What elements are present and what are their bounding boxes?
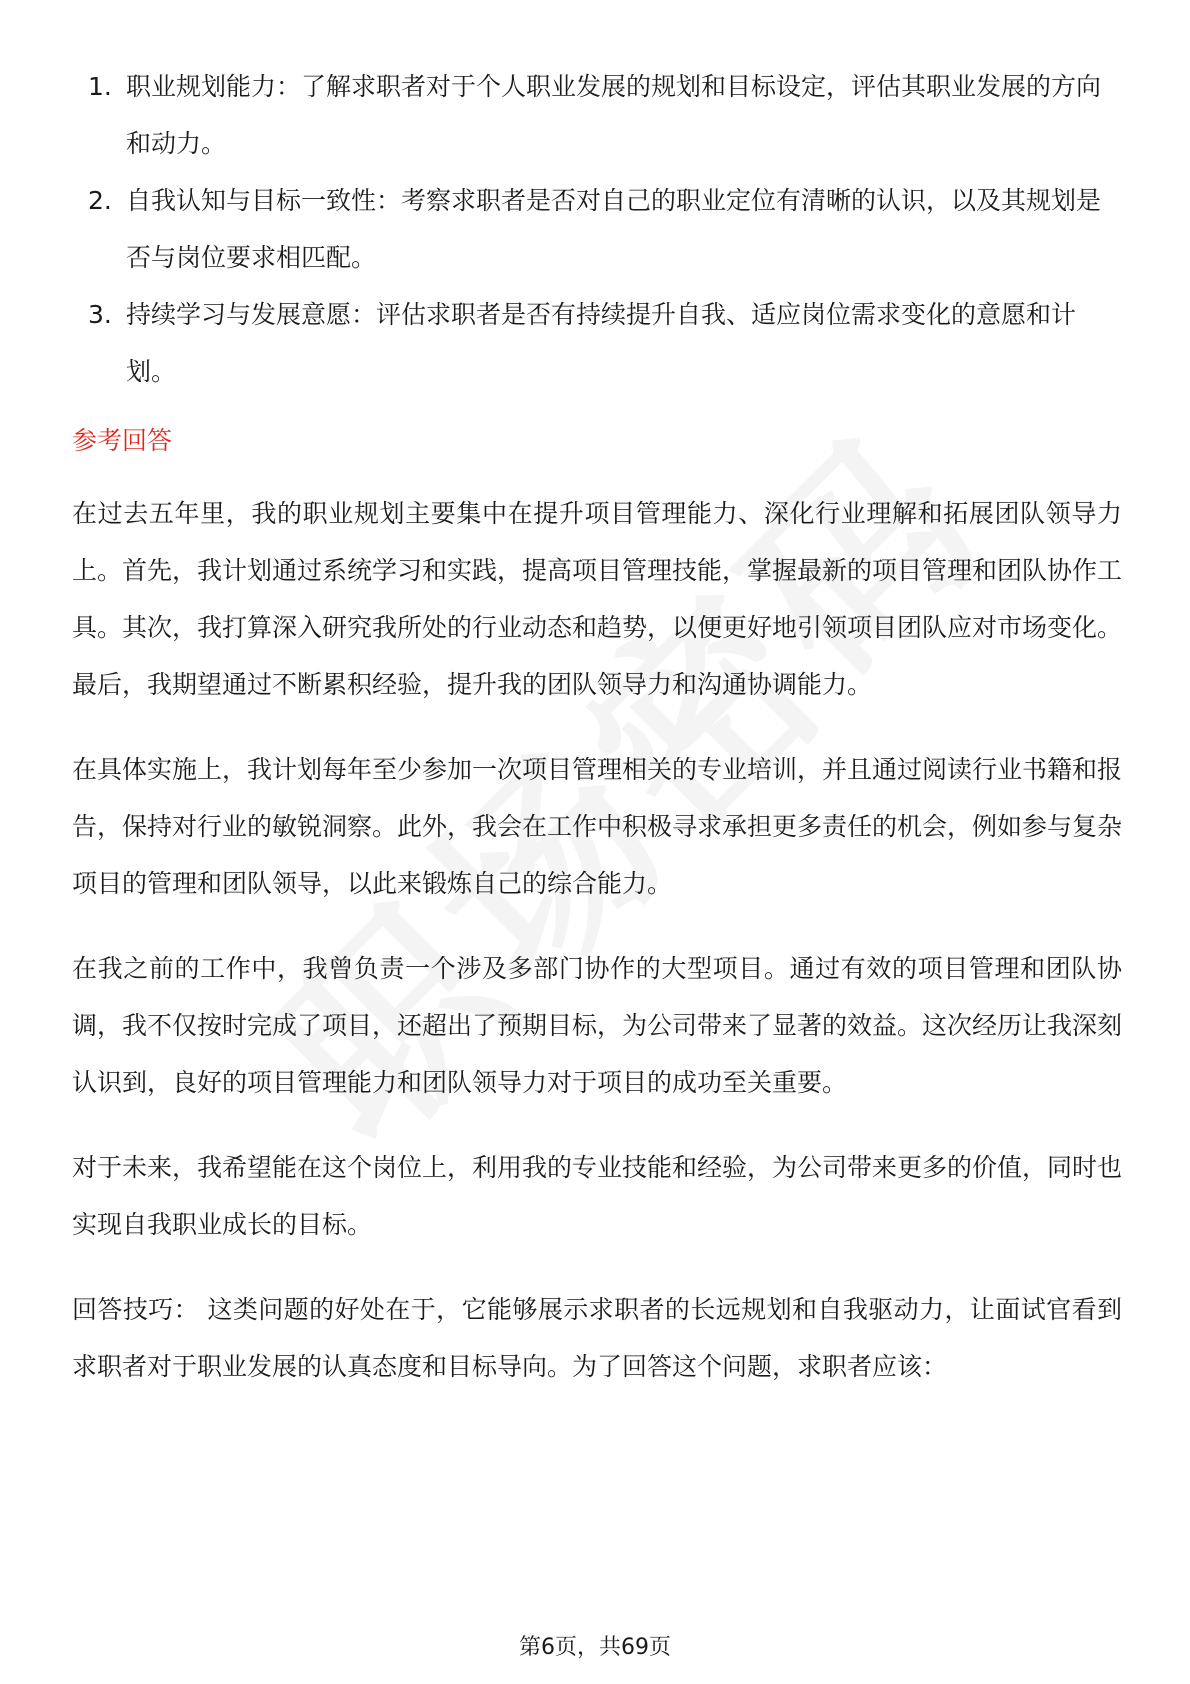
paragraph: 在我之前的工作中，我曾负责一个涉及多部门协作的大型项目。通过有效的项目管理和团队协调，我不仅按时完成了项目，还超出了预期目标，为公司带来了显著的效益。这次经历让我深刻认识到，良好的项目管理能力和团队领导力对于项目的成功至关重要。 xyxy=(72,954,1123,1097)
paragraph: 在过去五年里，我的职业规划主要集中在提升项目管理能力、深化行业理解和拓展团队领导力上。首先，我计划通过系统学习和实践，提高项目管理技能，掌握最新的项目管理和团队协作工具。其次，我打算深入研究我所处的行业动态和趋势，以便更好地引领项目团队应对市场变化。最后，我期望通过不断累积经验，提升我的团队领导力和沟通协调能力。 xyxy=(72,499,1123,699)
list-item-text: 持续学习与发展意愿：评估求职者是否有持续提升自我、适应岗位需求变化的意愿和计划。 xyxy=(126,300,1077,386)
list-item-text: 职业规划能力：了解求职者对于个人职业发展的规划和目标设定，评估其职业发展的方向和动力。 xyxy=(126,72,1102,158)
paragraph: 回答技巧： 这类问题的好处在于，它能够展示求职者的长远规划和自我驱动力，让面试官看到求职者对于职业发展的认真态度和目标导向。为了回答这个问题，求职者应该： xyxy=(72,1295,1122,1381)
list-item xyxy=(72,172,1122,286)
evaluation-criteria-list xyxy=(72,58,1122,400)
list-item-number: 1. xyxy=(88,72,112,101)
paragraph: 在具体实施上，我计划每年至少参加一次项目管理相关的专业培训，并且通过阅读行业书籍和报告，保持对行业的敏锐洞察。此外，我会在工作中积极寻求承担更多责任的机会，例如参与复杂项目的管理和团队领导，以此来锻炼自己的综合能力。 xyxy=(72,755,1123,898)
list-item-number: 3. xyxy=(88,300,112,329)
page-content xyxy=(72,58,1122,1423)
list-item xyxy=(72,58,1122,172)
list-item xyxy=(72,286,1122,400)
page-number-footer: 第6页，共69页 xyxy=(519,1635,671,1660)
list-item-number: 2. xyxy=(88,186,112,215)
paragraph: 对于未来，我希望能在这个岗位上，利用我的专业技能和经验，为公司带来更多的价值，同时也实现自我职业成长的目标。 xyxy=(72,1153,1123,1239)
list-item-text: 自我认知与目标一致性：考察求职者是否对自己的职业定位有清晰的认识，以及其规划是否与岗位要求相匹配。 xyxy=(126,186,1102,272)
reference-answer-heading: 参考回答 xyxy=(72,426,173,455)
